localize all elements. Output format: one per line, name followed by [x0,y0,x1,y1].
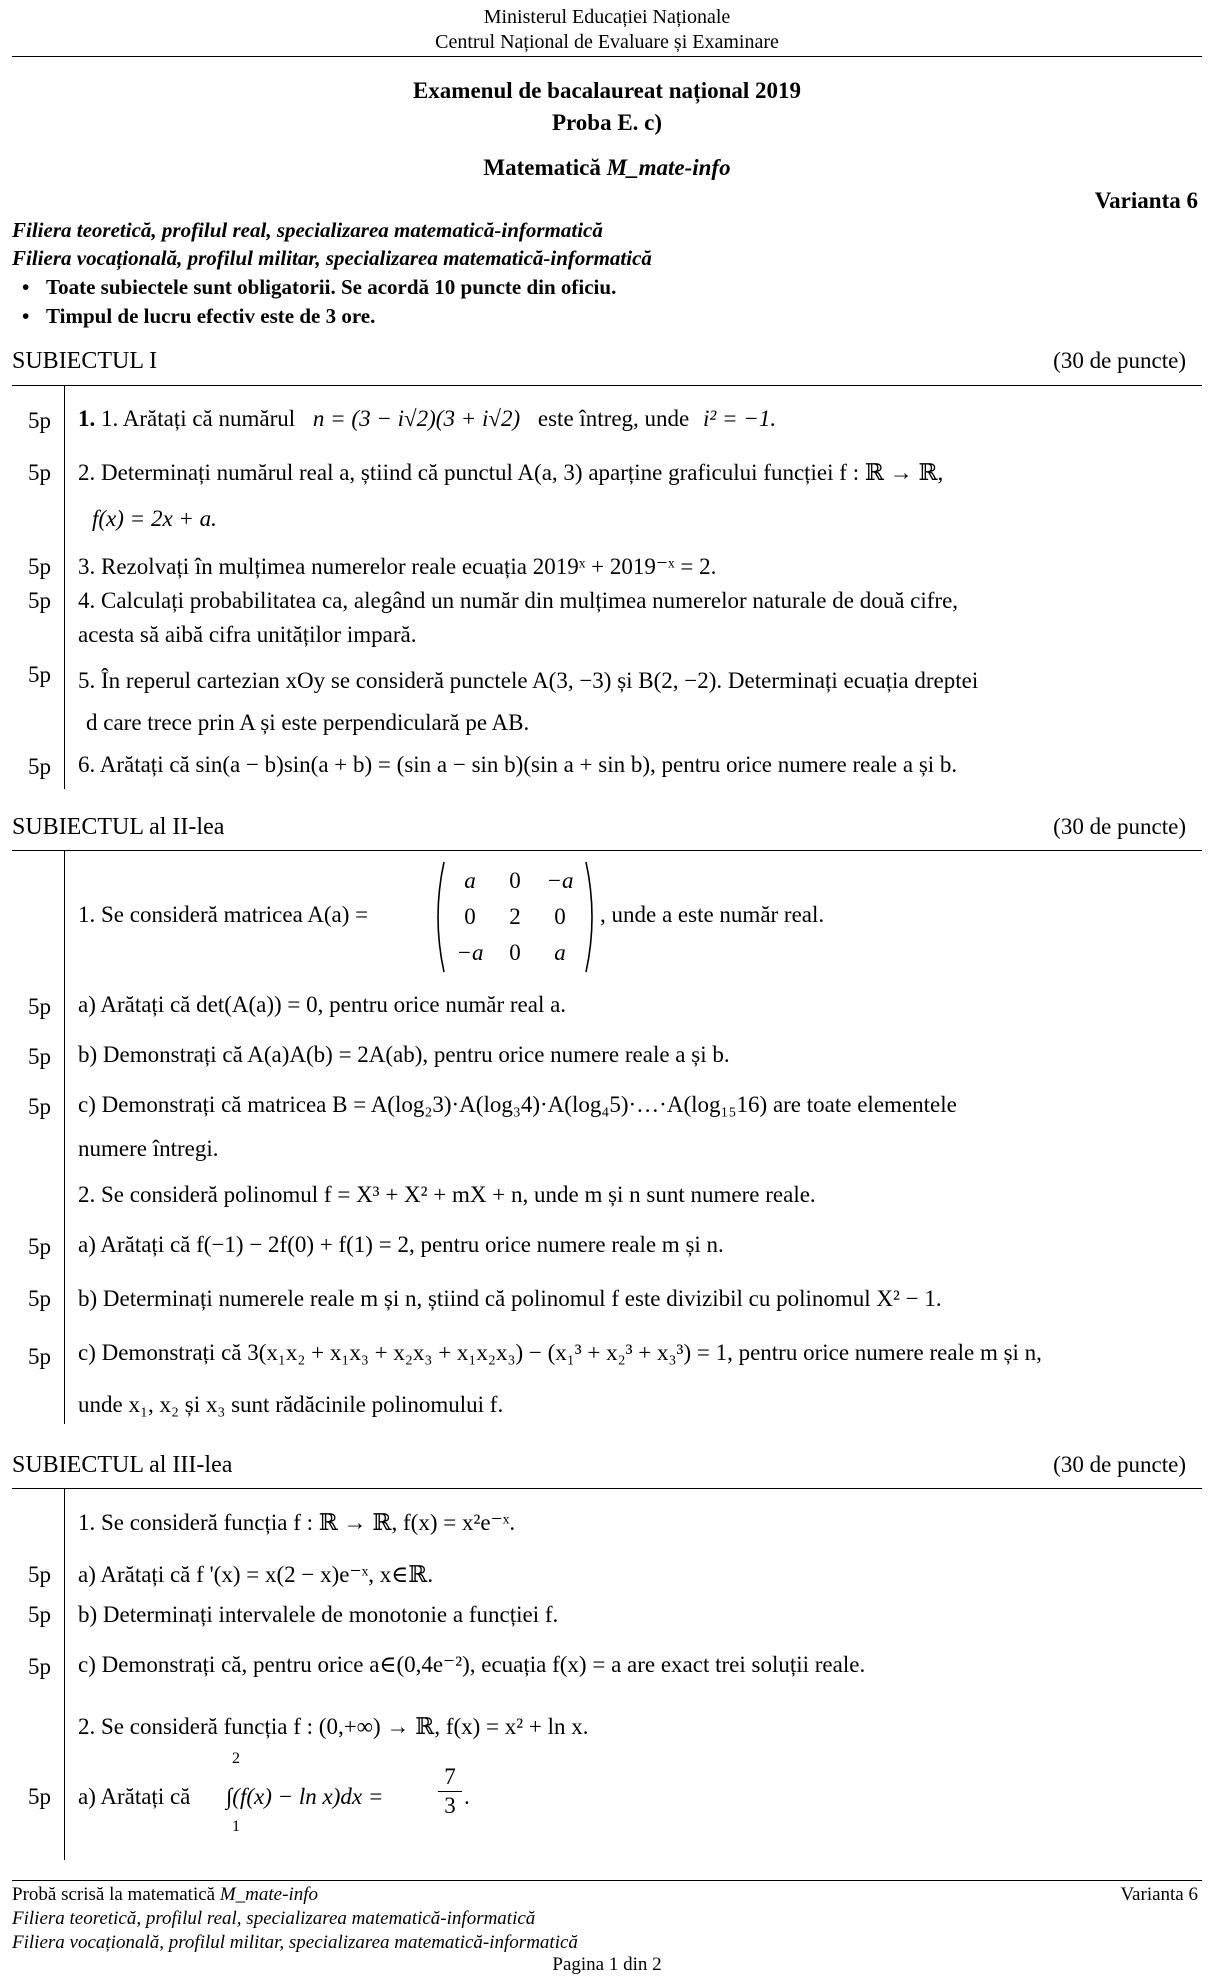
matrix-cell: 0 [509,940,521,965]
s1-q1: 1. 1. Arătați că numărul n = (3 − i√2)(3 + i√2) este întreg, unde i² = −1. [78,406,777,431]
matrix-cell: a [464,868,476,893]
filiera-2: Filiera vocațională, profilul militar, specializarea matematică-informatică [12,246,652,270]
s2-q2b-points: 5p [28,1286,51,1311]
s1-q2: 2. Determinați numărul real a, știind că punctul A(a, 3) aparține graficului funcției f : ℝ → ℝ, [78,460,944,485]
s1-title: SUBIECTUL I [12,348,158,374]
matrix-right-bracket [586,862,592,972]
s2-q1a-points: 5p [28,994,51,1019]
s1-q2b: f(x) = 2x + a. [92,506,217,531]
s3-points: (30 de puncte) [1053,1452,1186,1477]
fraction [438,1764,462,1819]
matrix-cell: 0 [509,868,521,893]
s2-q1b-points: 5p [28,1044,51,1069]
s3-rule [12,1488,1202,1489]
s1-points: (30 de puncte) [1053,348,1186,373]
matrix [430,858,600,976]
matrix-cell: a [554,940,566,965]
s2-q2a: a) Arătați că f(−1) − 2f(0) + f(1) = 2, pentru orice numere reale m și n. [78,1232,724,1257]
s1-q4: 4. Calculați probabilitatea ca, alegând un număr din mulțimea numerelor naturale de două cifre, [78,588,959,613]
matrix-cell: −a [456,940,484,965]
s3-q1c: c) Demonstrați că, pentru orice a∈(0,4e⁻²), ecuația f(x) = a are exact trei soluții reale. [78,1652,866,1677]
footer-page: Pagina 1 din 2 [552,1954,662,1975]
matrix-cell: 0 [554,904,566,929]
s2-q2c-points: 5p [28,1344,51,1369]
integral-upper: 2 [232,1750,240,1767]
s1-q1-points: 5p [28,408,51,433]
s2-q1-end: , unde a este număr real. [600,902,825,927]
s1-q6-points: 5p [28,754,51,779]
fraction-numerator: 7 [444,1764,456,1789]
s1-q3: 3. Rezolvați în mulțimea numerelor reale ecuația 2019ˣ + 2019⁻ˣ = 2. [78,554,717,579]
s2-q1b: b) Demonstrați că A(a)A(b) = 2A(ab), pentru orice numere reale a și b. [78,1042,730,1067]
rule-1: • Toate subiectele sunt obligatorii. Se acordă 10 puncte din oficiu. [46,275,616,300]
proba: Proba E. c) [551,110,663,135]
ministry: Ministerul Educației Naționale [483,6,731,28]
subject-title: Matematică M_mate-info [483,155,731,180]
s3-q1a-points: 5p [28,1562,51,1587]
s3-q2-intro: 2. Se consideră funcția f : (0,+∞) → ℝ, f(x) = x² + ln x. [78,1714,589,1739]
s3-q1c-points: 5p [28,1654,51,1679]
footer-rule [12,1880,1202,1881]
s3-q1b-points: 5p [28,1602,51,1627]
footer-line2: Filiera teoretică, profilul real, specializarea matematică-informatică [12,1908,536,1929]
integral-lower: 1 [232,1818,240,1835]
s2-q1c: c) Demonstrați că matricea B = A(log₂3)·A(log₃4)·A(log₄5)·…·A(log₁₅16) are toate elementele [78,1092,957,1117]
s1-q5-points: 5p [28,662,51,687]
s2-q2a-points: 5p [28,1234,51,1259]
variant: Varianta 6 [1094,188,1198,213]
s3-q2a-integral: ∫(f(x) − ln x)dx = [226,1784,384,1809]
s3-q2a: a) Arătați că [78,1784,191,1809]
s2-q2b: b) Determinați numerele reale m și n, știind că polinomul f este divizibil cu polinomul X² − 1. [78,1286,942,1311]
s1-q6: 6. Arătați că sin(a − b)sin(a + b) = (sin a − sin b)(sin a + sin b), pentru orice numere reale a și b. [78,752,958,777]
s2-q2c2: unde x₁, x₂ și x₃ sunt rădăcinile polinomului f. [78,1392,504,1417]
fraction-bar [438,1791,462,1792]
matrix-cell: −a [546,868,574,893]
matrix-cell: 0 [464,904,476,929]
s1-q4-points: 5p [28,588,51,613]
fraction-denominator: 3 [444,1793,456,1818]
header-rule [12,56,1202,57]
s1-q2-points: 5p [28,460,51,485]
s1-q4b: acesta să aibă cifra unităților impară. [78,622,417,647]
s3-q2a-points: 5p [28,1784,51,1809]
s1-q5: 5. În reperul cartezian xOy se consideră punctele A(3, −3) și B(2, −2). Determinați ecuația dreptei [78,668,979,693]
footer-line1: Probă scrisă la matematică M_mate-info [12,1884,319,1905]
matrix-cell: 2 [509,904,521,929]
rule-2: • Timpul de lucru efectiv este de 3 ore. [46,304,375,329]
footer-variant: Varianta 6 [1120,1884,1198,1905]
s2-q1-intro: 1. Se consideră matricea A(a) = [78,902,369,927]
center: Centrul Național de Evaluare și Examinare [435,31,779,53]
s2-title: SUBIECTUL al II-lea [12,814,225,840]
matrix-left-bracket [438,862,444,972]
exam-title: Examenul de bacalaureat național 2019 [412,78,802,103]
s2-margin-line [64,850,65,1424]
period: . [464,1784,470,1809]
s1-rule [12,385,1202,386]
s2-q2c: c) Demonstrați că 3(x₁x₂ + x₁x₃ + x₂x₃ + x₁x₂x₃) − (x₁³ + x₂³ + x₃³) = 1, pentru orice numere reale m și n, [78,1340,1042,1365]
s1-margin-line [64,385,65,789]
s1-q5b: d care trece prin A și este perpendiculară pe AB. [86,710,530,735]
filiera-1: Filiera teoretică, profilul real, specializarea matematică-informatică [12,218,603,242]
s3-q1a: a) Arătați că f '(x) = x(2 − x)e⁻ˣ, x∈ℝ. [78,1562,434,1587]
s3-title: SUBIECTUL al III-lea [12,1452,233,1478]
s3-margin-line [64,1488,65,1860]
s2-q2-intro: 2. Se consideră polinomul f = X³ + X² + mX + n, unde m și n sunt numere reale. [78,1182,816,1207]
s1-q3-points: 5p [28,554,51,579]
s3-q1-intro: 1. Se consideră funcția f : ℝ → ℝ, f(x) = x²e⁻ˣ. [78,1510,516,1535]
footer-line3: Filiera vocațională, profilul militar, specializarea matematică-informatică [12,1932,578,1953]
s2-q1a: a) Arătați că det(A(a)) = 0, pentru orice număr real a. [78,992,567,1017]
s2-q1c2: numere întregi. [78,1136,219,1161]
s2-points: (30 de puncte) [1053,814,1186,839]
s2-rule [12,850,1202,851]
s3-q1b: b) Determinați intervalele de monotonie a funcției f. [78,1602,559,1627]
s2-q1c-points: 5p [28,1094,51,1119]
